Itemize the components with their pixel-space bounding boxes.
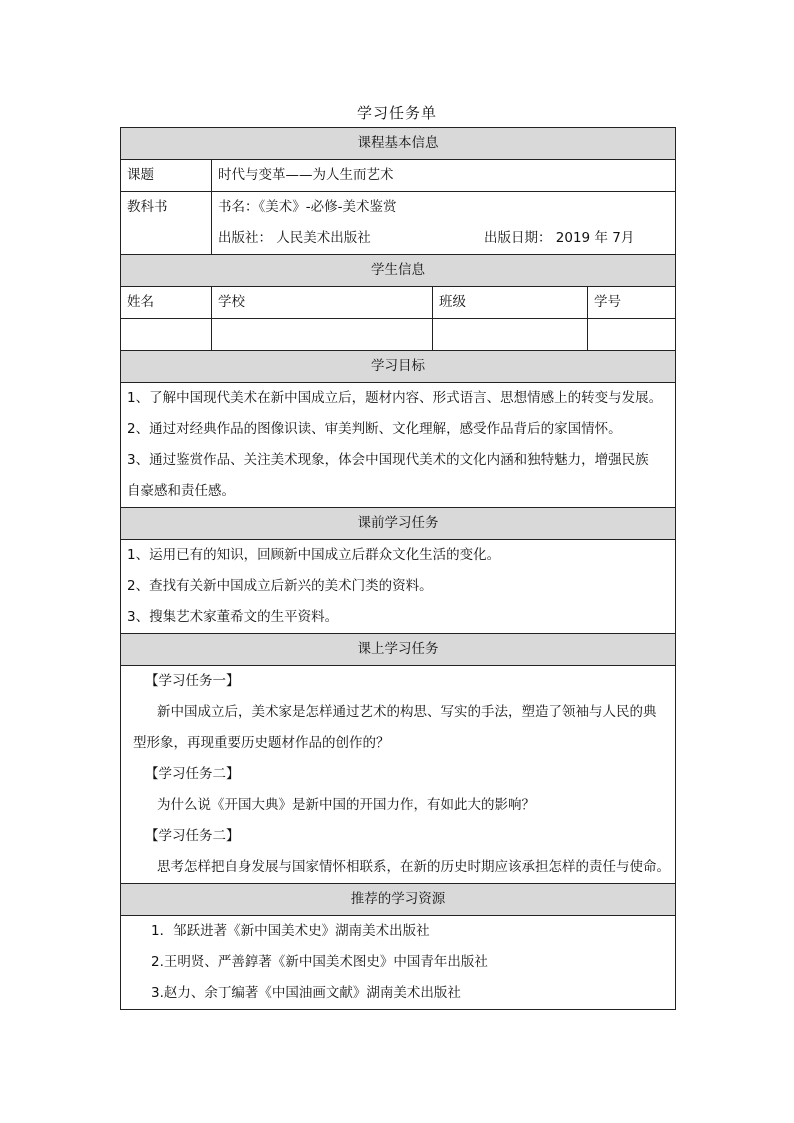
field-name-label: 姓名 <box>121 287 212 319</box>
section-title-inclass: 课上学习任务 <box>121 634 676 666</box>
task1-heading: 【学习任务一】 <box>145 673 240 689</box>
class-input-cell[interactable] <box>433 319 588 351</box>
goal-item: 3、通过鉴赏作品、关注美术现象，体会中国现代美术的文化内涵和独特魅力，增强民族 <box>127 452 649 468</box>
section-header-basic <box>121 128 676 160</box>
section-title-basic: 课程基本信息 <box>121 128 676 160</box>
section-title-resources: 推荐的学习资源 <box>121 884 676 916</box>
id-input-cell[interactable] <box>588 319 676 351</box>
school-input-cell[interactable] <box>212 319 433 351</box>
book-name: 书名：《美术》-必修-美术鉴赏 <box>218 199 397 215</box>
textbook-label: 教科书 <box>121 192 212 255</box>
section-title-student: 学生信息 <box>121 255 676 287</box>
section-header-pre <box>121 508 676 540</box>
task-sheet-table <box>120 127 676 1010</box>
resource-item: 1．邹跃进著《新中国美术史》湖南美术出版社 <box>151 923 430 939</box>
row-goals <box>121 383 676 508</box>
resource-item: 3.赵力、余丁编著《中国油画文献》湖南美术出版社 <box>151 985 461 1001</box>
task3-heading: 【学习任务二】 <box>145 828 240 844</box>
name-input-cell[interactable] <box>121 319 212 351</box>
topic-label: 课题 <box>121 160 212 192</box>
field-id-label: 学号 <box>588 287 676 319</box>
field-school-label: 学校 <box>212 287 433 319</box>
publisher-row <box>218 223 669 254</box>
pre-task-list <box>121 540 676 634</box>
section-header-student <box>121 255 676 287</box>
row-resources <box>121 916 676 1010</box>
section-title-goals: 学习目标 <box>121 351 676 383</box>
task2-heading: 【学习任务二】 <box>145 766 240 782</box>
publish-date: 出版日期： 2019 年 7月 <box>484 230 635 246</box>
section-header-resources <box>121 884 676 916</box>
goals-list <box>121 383 676 508</box>
section-title-pre: 课前学习任务 <box>121 508 676 540</box>
topic-value: 时代与变革——为人生而艺术 <box>212 160 676 192</box>
resource-list <box>121 916 676 1010</box>
section-header-inclass <box>121 634 676 666</box>
task1-text-cont: 型形象，再现重要历史题材作品的创作的？ <box>133 735 390 751</box>
goal-item: 2、通过对经典作品的图像识读、审美判断、文化理解，感受作品背后的家国情怀。 <box>127 421 622 437</box>
textbook-info <box>212 192 676 255</box>
field-class-label: 班级 <box>433 287 588 319</box>
document-title: 学习任务单 <box>356 104 437 122</box>
pre-task-item: 1、运用已有的知识，回顾新中国成立后群众文化生活的变化。 <box>127 547 501 563</box>
task2-text: 为什么说《开国大典》是新中国的开国力作，有如此大的影响？ <box>157 797 535 813</box>
row-textbook <box>121 192 676 255</box>
pre-task-item: 2、查找有关新中国成立后新兴的美术门类的资料。 <box>127 578 433 594</box>
goal-item: 自豪感和责任感。 <box>127 483 235 499</box>
task1-text: 新中国成立后，美术家是怎样通过艺术的构思、写实的手法，塑造了领袖与人民的典 <box>157 704 657 720</box>
task3-text: 思考怎样把自身发展与国家情怀相联系，在新的历史时期应该承担怎样的责任与使命。 <box>157 859 670 875</box>
row-topic <box>121 160 676 192</box>
inclass-task-list <box>121 666 676 884</box>
row-student-inputs <box>121 319 676 351</box>
section-header-goals <box>121 351 676 383</box>
publisher: 出版社： 人民美术出版社 <box>218 230 371 246</box>
row-inclass-tasks <box>121 666 676 884</box>
goal-item: 1、了解中国现代美术在新中国成立后，题材内容、形式语言、思想情感上的转变与发展。 <box>127 390 663 406</box>
row-pre-tasks <box>121 540 676 634</box>
resource-item: 2.王明贤、严善錞著《新中国美术图史》中国青年出版社 <box>151 954 488 970</box>
pre-task-item: 3、搜集艺术家董希文的生平资料。 <box>127 609 339 625</box>
row-student-fields <box>121 287 676 319</box>
